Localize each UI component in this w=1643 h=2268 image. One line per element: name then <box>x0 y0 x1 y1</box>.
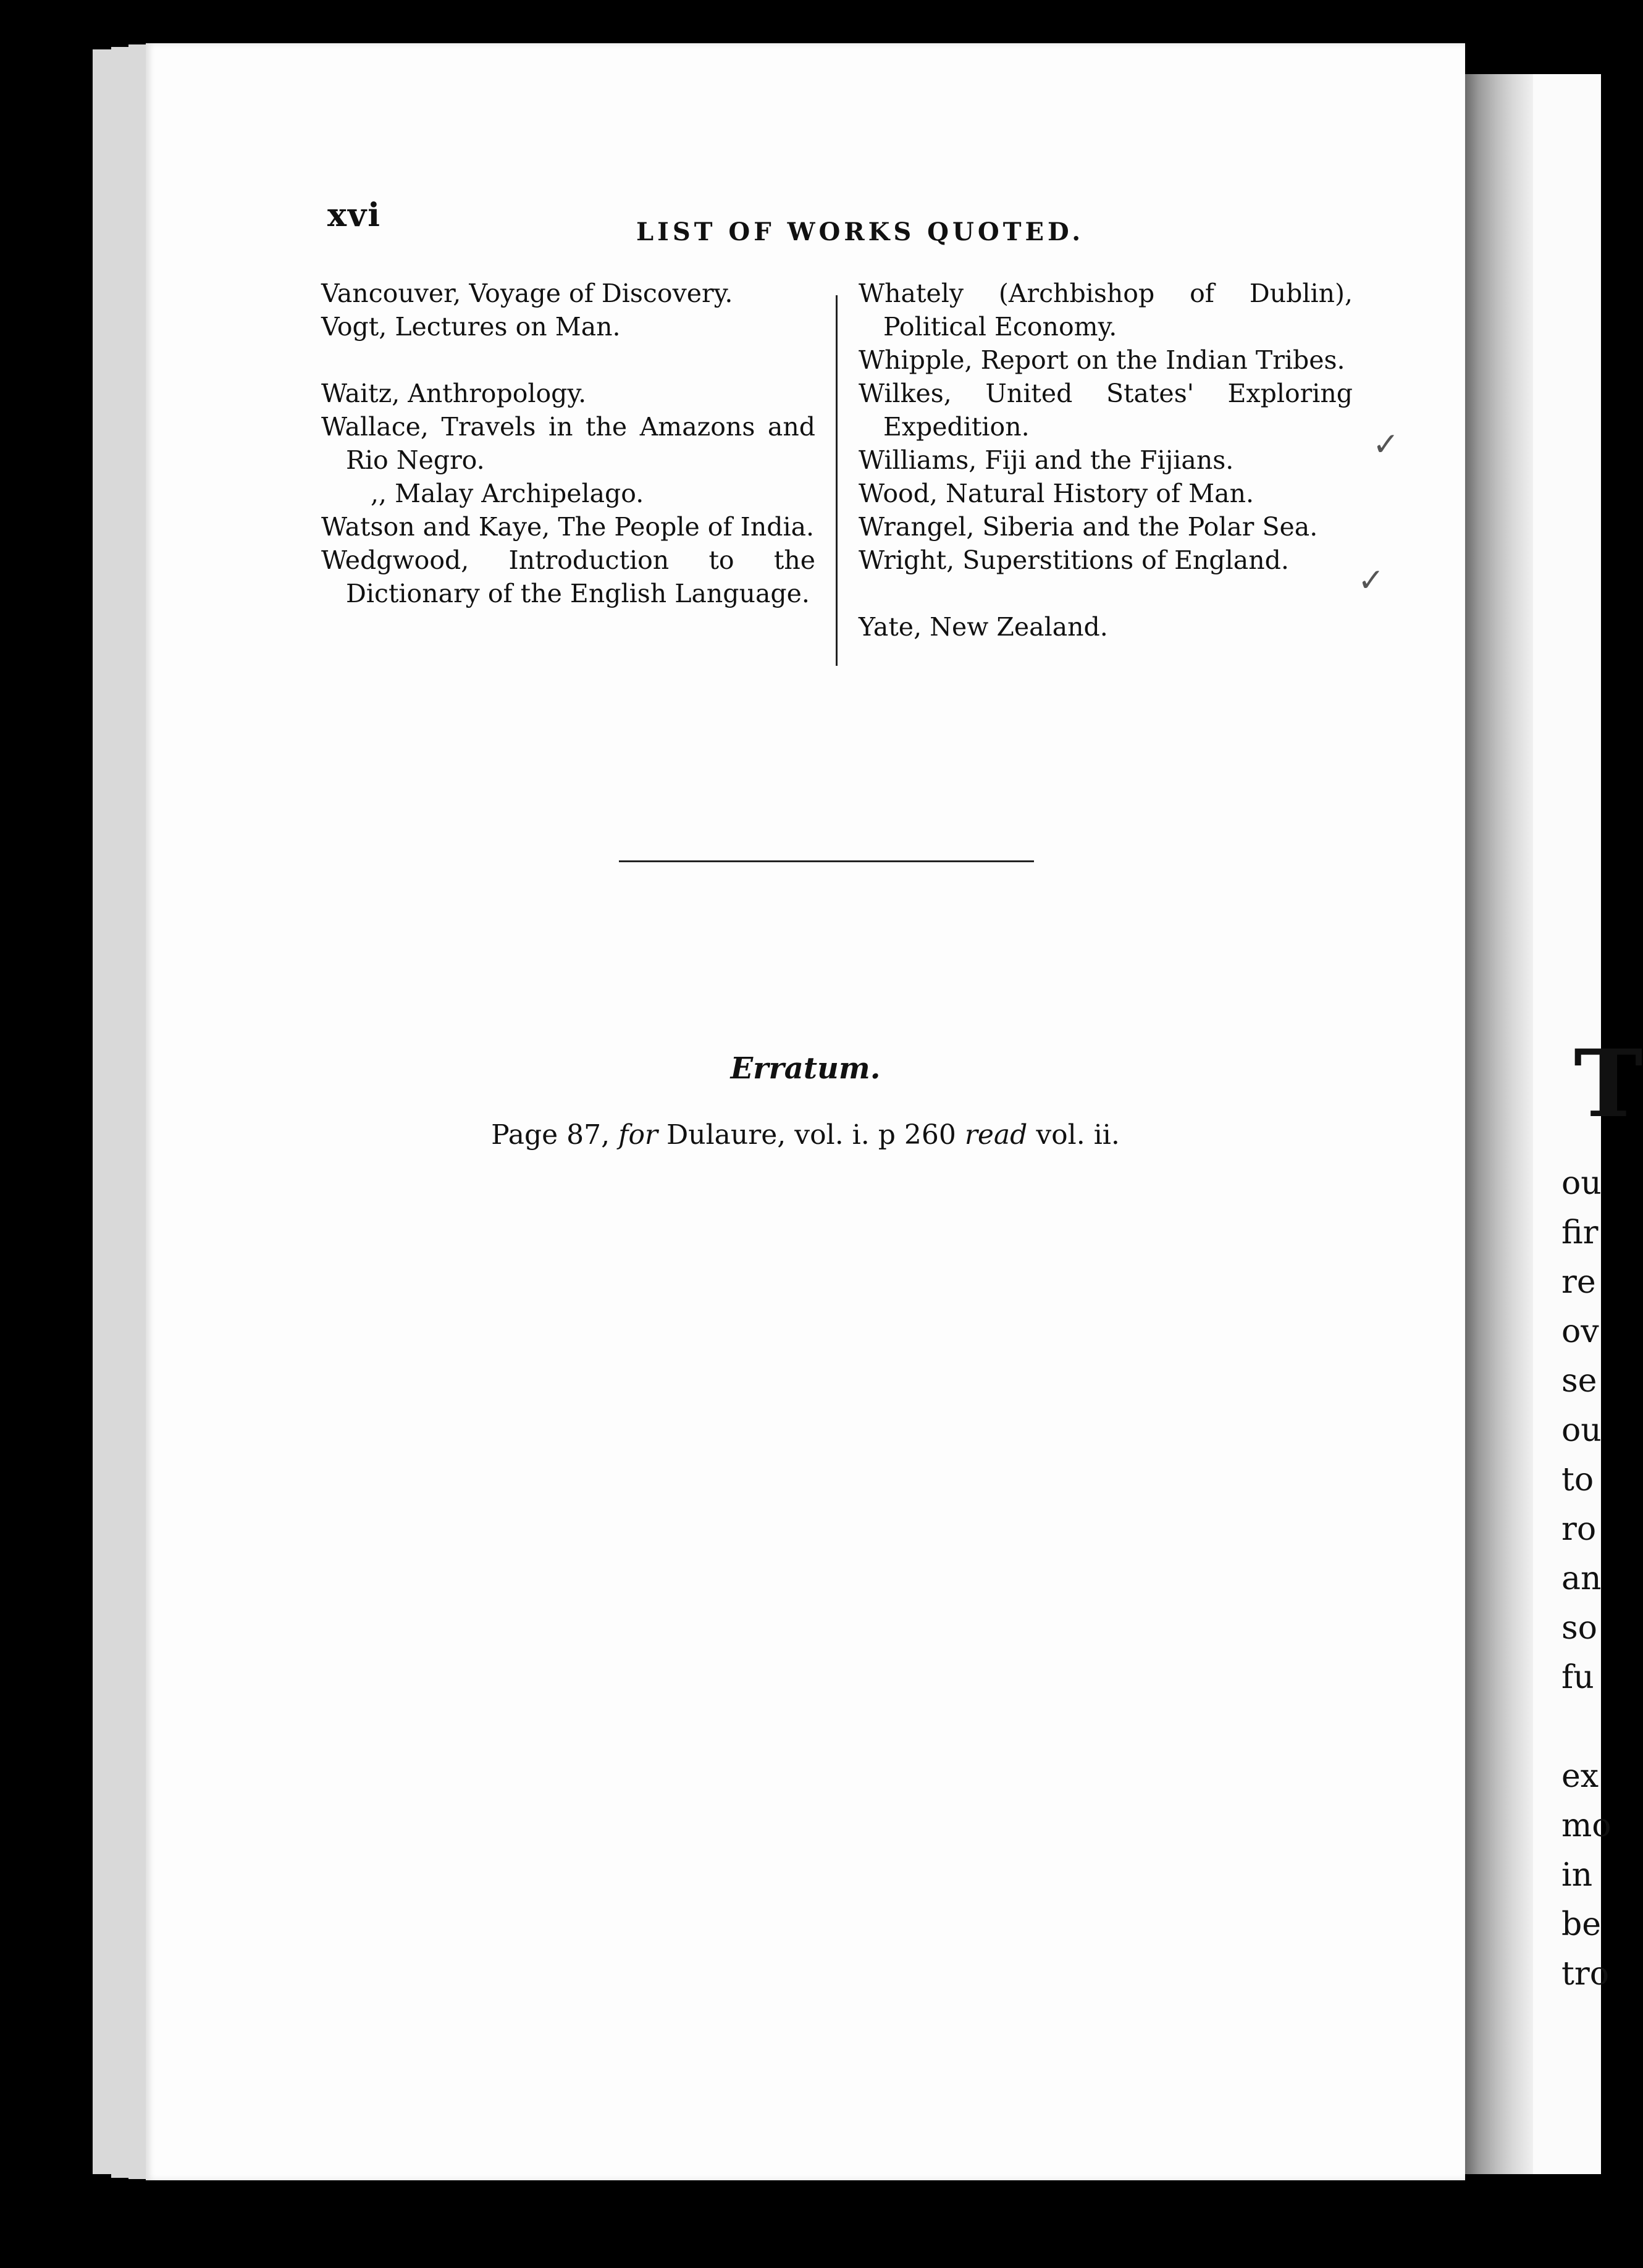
running-title: LIST OF WORKS QUOTED. <box>636 217 1085 246</box>
adjacent-line: ov <box>1561 1313 1599 1350</box>
adjacent-line: ou <box>1561 1165 1602 1202</box>
adjacent-line: in <box>1561 1857 1593 1894</box>
list-item: Vogt, Lectures on Man. <box>321 312 621 342</box>
page-number: xvi <box>327 196 381 234</box>
adjacent-line: be <box>1561 1906 1602 1943</box>
erratum-original: Dulaure, vol. i. p 260 <box>666 1119 956 1151</box>
page-gutter <box>1465 74 1533 2174</box>
erratum-read: read <box>964 1119 1028 1151</box>
list-item: Wright, Superstitions of England. <box>859 545 1289 575</box>
erratum-heading: Erratum. <box>730 1051 881 1086</box>
check-mark-icon: ✓ <box>1372 426 1400 463</box>
adjacent-line: se <box>1561 1363 1597 1400</box>
erratum-text <box>146 1119 1465 1151</box>
column-divider <box>836 295 838 666</box>
list-item: Vancouver, Voyage of Discovery. <box>321 279 733 308</box>
adjacent-drop-cap: T <box>1574 1030 1643 1138</box>
list-item: Whipple, Report on the Indian Tribes. <box>859 345 1345 375</box>
erratum-page-ref: Page 87, <box>491 1119 610 1151</box>
adjacent-line: mo <box>1561 1807 1611 1844</box>
adjacent-line: so <box>1561 1610 1597 1647</box>
adjacent-line: tro <box>1561 1955 1610 1993</box>
list-item: ,, Malay Archipelago. <box>371 479 644 508</box>
list-item: Watson and Kaye, The People of India. <box>321 512 815 542</box>
right-column <box>859 277 1353 644</box>
adjacent-line: fir <box>1561 1214 1599 1251</box>
list-item: Wrangel, Siberia and the Polar Sea. <box>859 512 1318 542</box>
adjacent-line: to <box>1561 1461 1594 1498</box>
list-item: Wood, Natural History of Man. <box>859 479 1254 508</box>
list-item: Whately (Archbishop of Dublin), Political Economy. <box>859 279 1353 342</box>
erratum-correction: vol. ii. <box>1036 1119 1120 1151</box>
list-item: Williams, Fiji and the Fijians. <box>859 445 1234 475</box>
erratum-for: for <box>618 1119 658 1151</box>
check-mark-icon: ✓ <box>1358 562 1385 599</box>
left-column <box>321 277 815 610</box>
list-item: Wilkes, United States' Exploring Expedition. <box>859 379 1353 442</box>
page-edge <box>128 44 147 2179</box>
page-edge <box>93 49 112 2174</box>
section-divider <box>619 860 1034 862</box>
book-page <box>146 43 1465 2180</box>
adjacent-line: ex <box>1561 1758 1599 1795</box>
page-edge <box>111 47 130 2178</box>
adjacent-line: re <box>1561 1264 1596 1301</box>
adjacent-line: fu <box>1561 1659 1594 1696</box>
adjacent-line: ro <box>1561 1511 1597 1548</box>
list-item: Yate, New Zealand. <box>859 612 1108 642</box>
adjacent-line: ou <box>1561 1412 1602 1449</box>
list-item: Wallace, Travels in the Amazons and Rio Negro. <box>321 412 815 475</box>
adjacent-line: an <box>1561 1560 1602 1597</box>
list-item: Waitz, Anthropology. <box>321 379 587 408</box>
list-item: Wedgwood, Introduction to the Dictionary of the English Language. <box>321 545 815 608</box>
